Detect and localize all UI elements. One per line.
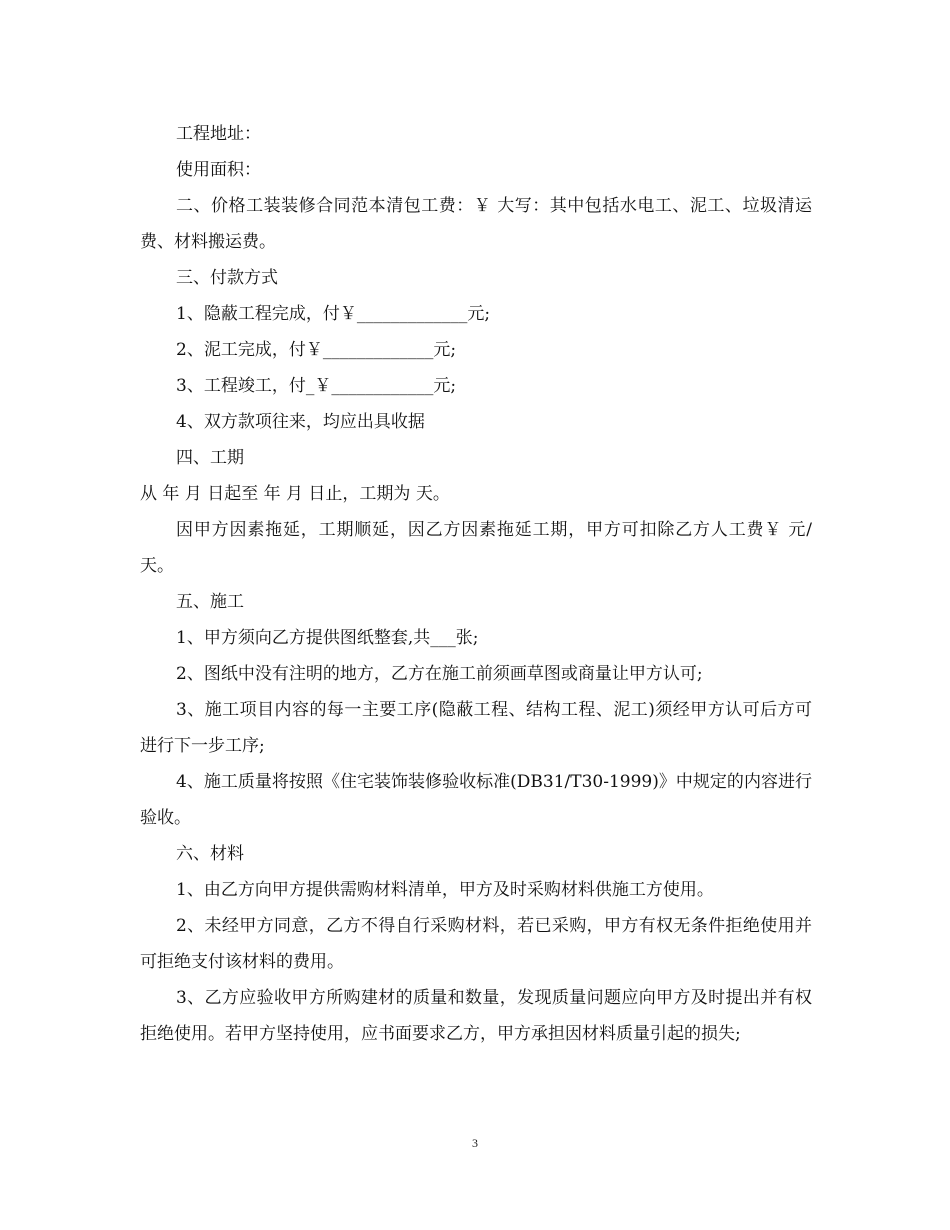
paragraph-materials-2: 2、未经甲方同意，乙方不得自行采购材料，若已采购，甲方有权无条件拒绝使用并可拒绝支付该材料的费用。 — [140, 916, 812, 972]
paragraph-payment-2: 2、泥工完成，付￥_____________元; — [176, 340, 457, 360]
heading-payment-method: 三、付款方式 — [176, 268, 278, 288]
paragraph-construction-2: 2、图纸中没有注明的地方，乙方在施工前须画草图或商量让甲方认可; — [176, 664, 703, 684]
page-number: 3 — [472, 1136, 478, 1150]
paragraph-payment-1: 1、隐蔽工程完成，付￥_____________元; — [176, 304, 491, 324]
paragraph-usable-area: 使用面积： — [176, 160, 261, 180]
paragraph-schedule-delay: 因甲方因素拖延，工期顺延，因乙方因素拖延工期，甲方可扣除乙方人工费￥ 元/天。 — [140, 520, 812, 576]
paragraph-project-address: 工程地址： — [176, 124, 261, 144]
paragraph-construction-4: 4、施工质量将按照《住宅装饰装修验收标准(DB31/T30-1999)》中规定的内容进行验收。 — [140, 772, 812, 828]
document-body — [140, 116, 812, 1052]
paragraph-price-section: 二、价格工装装修合同范本清包工费：￥ 大写：其中包括水电工、泥工、垃圾清运费、材料搬运费。 — [140, 196, 812, 252]
heading-materials: 六、材料 — [176, 844, 244, 864]
paragraph-payment-4: 4、双方款项往来，均应出具收据 — [176, 412, 425, 432]
paragraph-materials-1: 1、由乙方向甲方提供需购材料清单，甲方及时采购材料供施工方使用。 — [176, 880, 714, 900]
paragraph-construction-1: 1、甲方须向乙方提供图纸整套,共___张; — [176, 628, 479, 648]
paragraph-schedule-dates: 从 年 月 日起至 年 月 日止，工期为 天。 — [140, 484, 450, 504]
heading-construction: 五、施工 — [176, 592, 244, 612]
paragraph-construction-3: 3、施工项目内容的每一主要工序(隐蔽工程、结构工程、泥工)须经甲方认可后方可进行下一步工序; — [140, 700, 812, 756]
paragraph-materials-3: 3、乙方应验收甲方所购建材的质量和数量，发现质量问题应向甲方及时提出并有权拒绝使用。若甲方坚持使用，应书面要求乙方，甲方承担因材料质量引起的损失; — [140, 988, 812, 1044]
heading-schedule: 四、工期 — [176, 448, 244, 468]
paragraph-payment-3: 3、工程竣工，付_￥____________元; — [176, 376, 457, 396]
